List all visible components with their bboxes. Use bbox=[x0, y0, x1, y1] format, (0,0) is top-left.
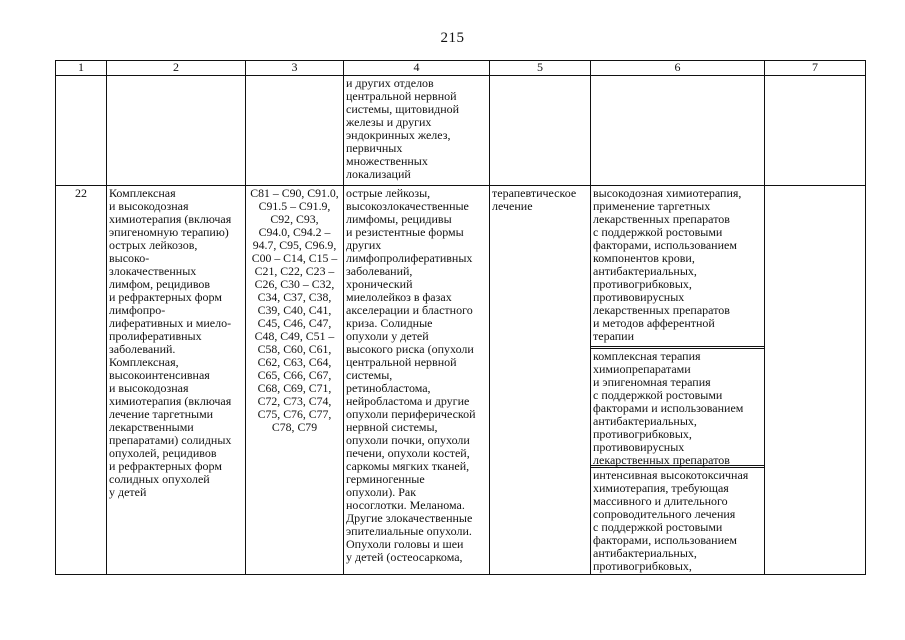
text-line: C39, C40, C41, bbox=[257, 303, 332, 317]
text-line: антибактериальных, bbox=[593, 264, 697, 278]
text-line: C65, C66, C67, bbox=[257, 368, 332, 382]
text-line: высокого риска (опухоли bbox=[346, 342, 474, 356]
text-line: Опухоли головы и шеи bbox=[346, 537, 464, 551]
text-line: сопроводительного лечения bbox=[593, 507, 736, 521]
text-line: лечение bbox=[492, 199, 533, 213]
text-line: лимфомы, рецидивы bbox=[346, 212, 452, 226]
text-line: применение таргетных bbox=[593, 199, 711, 213]
text-line: солидных опухолей bbox=[109, 472, 210, 486]
text-line: антибактериальных, bbox=[593, 414, 697, 428]
treatment-method-block-3 bbox=[593, 469, 763, 573]
text-line: у детей (остеосаркома, bbox=[346, 550, 463, 564]
text-line: лимфопролиферативных bbox=[346, 251, 473, 265]
text-line: острых лейкозов, bbox=[109, 238, 198, 252]
treatment-method-block-2 bbox=[593, 350, 763, 467]
text-line: комплексная терапия bbox=[593, 350, 701, 363]
text-line: химиопрепаратами bbox=[593, 362, 691, 376]
text-line: C34, C37, C38, bbox=[257, 290, 332, 304]
text-line: первичных bbox=[346, 141, 403, 155]
procedures-table bbox=[55, 60, 866, 575]
text-line: C81 – C90, C91.0, bbox=[250, 187, 339, 200]
continuation-col4-text bbox=[346, 77, 488, 181]
col6-block-separator-1 bbox=[590, 346, 764, 347]
header-col-5: 5 bbox=[537, 60, 543, 74]
text-line: Комплексная, bbox=[109, 355, 179, 369]
text-line: миелолейкоз в фазах bbox=[346, 290, 452, 304]
text-line: эндокринных желез, bbox=[346, 128, 451, 142]
text-line: факторами и использованием bbox=[593, 401, 744, 415]
text-line: C72, C73, C74, bbox=[257, 394, 332, 408]
col-border-5 bbox=[590, 60, 591, 575]
text-line: антибактериальных, bbox=[593, 546, 697, 560]
text-line: противогрибковых, bbox=[593, 427, 692, 441]
text-line: и резистентные формы bbox=[346, 225, 464, 239]
text-line: у детей bbox=[109, 485, 147, 499]
text-line: криза. Солидные bbox=[346, 316, 433, 330]
text-line: C21, C22, C23 – bbox=[254, 264, 335, 278]
text-line: и рефрактерных форм bbox=[109, 459, 222, 473]
text-line: C26, C30 – C32, bbox=[254, 277, 335, 291]
text-line: C00 – C14, C15 – bbox=[251, 251, 338, 265]
header-col-4: 4 bbox=[413, 60, 420, 74]
text-line: терапии bbox=[593, 329, 635, 343]
text-line: лечение таргетными bbox=[109, 407, 214, 421]
text-line: эпигеномную терапию) bbox=[109, 225, 229, 239]
text-line: локализаций bbox=[346, 167, 411, 181]
text-line: с поддержкой ростовыми bbox=[593, 388, 723, 402]
text-line: пролиферативных bbox=[109, 329, 202, 343]
col6-block-separator-1b bbox=[590, 348, 764, 349]
text-line: химиотерапия (включая bbox=[109, 212, 232, 226]
text-line: Комплексная bbox=[109, 187, 176, 200]
text-line: заболеваний, bbox=[346, 264, 413, 278]
text-line: нервной системы, bbox=[346, 420, 438, 434]
text-line: акселерации и бластного bbox=[346, 303, 473, 317]
text-line: с поддержкой ростовыми bbox=[593, 225, 723, 239]
text-line: высокозлокачественные bbox=[346, 199, 469, 213]
text-line: массивного и длительного bbox=[593, 494, 728, 508]
text-line: злокачественных bbox=[109, 264, 197, 278]
text-line: лимфом, рецидивов bbox=[109, 277, 211, 291]
text-line: и других отделов bbox=[346, 77, 434, 90]
text-line: множественных bbox=[346, 154, 428, 168]
text-line: лекарственных препаратов bbox=[593, 303, 730, 317]
text-line: лекарственных препаратов bbox=[593, 453, 730, 467]
col6-block-separator-2b bbox=[590, 467, 764, 468]
text-line: и эпигеномная терапия bbox=[593, 375, 711, 389]
text-line: терапевтическое bbox=[492, 187, 577, 200]
text-line: высокодозная химиотерапия, bbox=[593, 187, 742, 200]
text-line: компонентов крови, bbox=[593, 251, 695, 265]
text-line: и рефрактерных форм bbox=[109, 290, 222, 304]
text-line: C94.0, C94.2 – bbox=[258, 225, 331, 239]
treatment-name-text bbox=[109, 187, 244, 499]
text-line: и высокодозная bbox=[109, 199, 189, 213]
col-border-left bbox=[55, 60, 56, 575]
text-line: C48, C49, C51 – bbox=[254, 329, 335, 343]
text-line: хронический bbox=[346, 277, 413, 291]
icd-codes-text bbox=[246, 187, 343, 434]
text-line: опухолей, рецидивов bbox=[109, 446, 217, 460]
patient-model-text bbox=[346, 187, 488, 564]
text-line: носоглотки. Меланома. bbox=[346, 498, 465, 512]
text-line: саркомы мягких тканей, bbox=[346, 459, 470, 473]
text-line: C92, C93, bbox=[270, 212, 319, 226]
text-line: C58, C60, C61, bbox=[257, 342, 332, 356]
col-border-right bbox=[865, 60, 866, 575]
text-line: и методов афферентной bbox=[593, 316, 715, 330]
header-bottom-border bbox=[55, 75, 866, 76]
col-border-3 bbox=[343, 60, 344, 575]
text-line: лекарственными bbox=[109, 420, 194, 434]
text-line: факторами, использованием bbox=[593, 238, 737, 252]
text-line: опухоли почки, опухоли bbox=[346, 433, 470, 447]
text-line: ретинобластома, bbox=[346, 381, 431, 395]
col-border-6 bbox=[764, 60, 765, 575]
text-line: герминогенные bbox=[346, 472, 425, 486]
text-line: противовирусных bbox=[593, 290, 685, 304]
text-line: высокоинтенсивная bbox=[109, 368, 210, 382]
text-line: опухоли периферической bbox=[346, 407, 476, 421]
header-col-3: 3 bbox=[291, 60, 298, 74]
table-bottom-border bbox=[55, 574, 866, 575]
text-line: центральной нервной bbox=[346, 89, 457, 103]
text-line: C62, C63, C64, bbox=[257, 355, 332, 369]
text-line: острые лейкозы, bbox=[346, 187, 431, 200]
text-line: C91.5 – C91.9, bbox=[258, 199, 331, 213]
text-line: Другие злокачественные bbox=[346, 511, 473, 525]
text-line: противогрибковых, bbox=[593, 559, 692, 573]
text-line: химиотерапия, требующая bbox=[593, 481, 729, 495]
text-line: C75, C76, C77, bbox=[257, 407, 332, 421]
header-col-1: 1 bbox=[78, 60, 84, 74]
col-border-1 bbox=[106, 60, 107, 575]
text-line: и высокодозная bbox=[109, 381, 189, 395]
text-line: факторами, использованием bbox=[593, 533, 737, 547]
text-line: нейробластома и другие bbox=[346, 394, 470, 408]
text-line: лиферативных и миело- bbox=[109, 316, 232, 330]
text-line: с поддержкой ростовыми bbox=[593, 520, 723, 534]
treatment-method-block-1 bbox=[593, 187, 763, 343]
text-line: эпителиальные опухоли. bbox=[346, 524, 472, 538]
header-col-6: 6 bbox=[674, 60, 681, 74]
text-line: системы, bbox=[346, 368, 393, 382]
header-col-2: 2 bbox=[173, 60, 179, 74]
text-line: опухоли). Рак bbox=[346, 485, 417, 499]
text-line: противогрибковых, bbox=[593, 277, 692, 291]
row-separator bbox=[55, 185, 866, 186]
text-line: высоко- bbox=[109, 251, 150, 265]
text-line: железы и других bbox=[346, 115, 432, 129]
page-number: 215 bbox=[440, 30, 465, 46]
text-line: C68, C69, C71, bbox=[257, 381, 332, 395]
text-line: печени, опухоли костей, bbox=[346, 446, 470, 460]
text-line: центральной нервной bbox=[346, 355, 457, 369]
text-line: системы, щитовидной bbox=[346, 102, 460, 116]
text-line: других bbox=[346, 238, 382, 252]
col-border-4 bbox=[489, 60, 490, 575]
treatment-type-text bbox=[492, 187, 589, 213]
text-line: лекарственных препаратов bbox=[593, 212, 730, 226]
text-line: химиотерапия (включая bbox=[109, 394, 232, 408]
row-number: 22 bbox=[75, 187, 87, 200]
text-line: противовирусных bbox=[593, 440, 685, 454]
text-line: заболеваний. bbox=[109, 342, 176, 356]
text-line: 94.7, C95, C96.9, bbox=[252, 238, 337, 252]
text-line: опухоли у детей bbox=[346, 329, 429, 343]
text-line: C45, C46, C47, bbox=[257, 316, 332, 330]
text-line: C78, C79 bbox=[271, 420, 318, 434]
text-line: лимфопро- bbox=[109, 303, 166, 317]
text-line: препаратами) солидных bbox=[109, 433, 232, 447]
text-line: интенсивная высокотоксичная bbox=[593, 469, 749, 482]
header-col-7: 7 bbox=[812, 60, 818, 74]
